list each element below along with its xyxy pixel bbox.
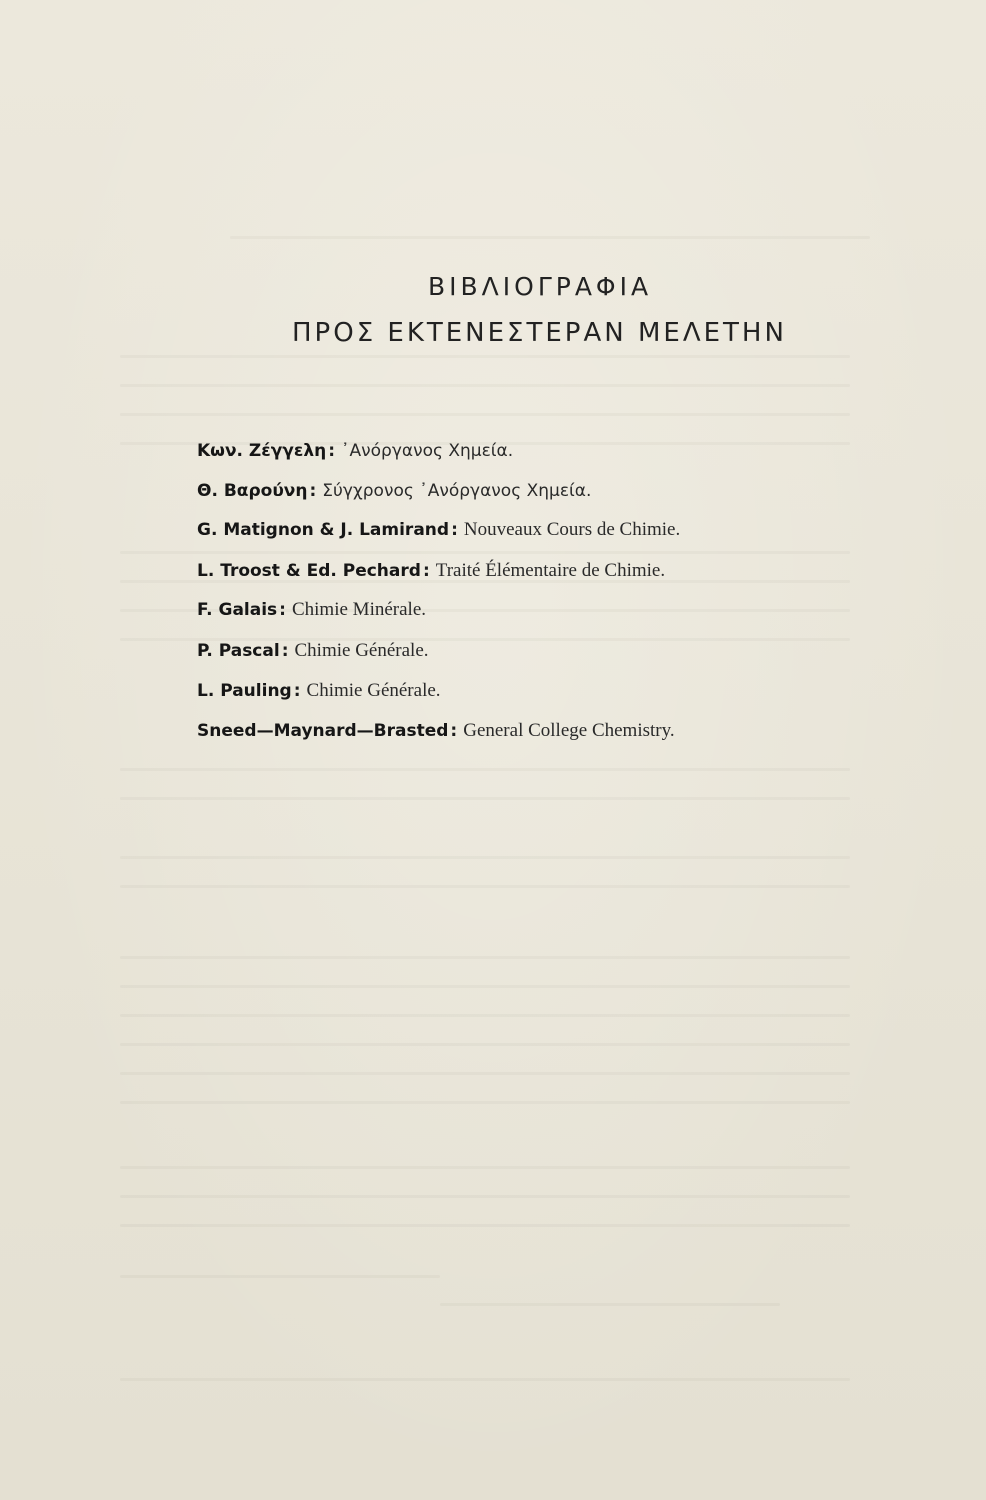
bibliography-entry [197, 719, 675, 743]
entry-title: Chimie Générale. [294, 640, 429, 661]
show-through-line [120, 355, 850, 358]
entry-title: Traité Élémentaire de Chimie. [435, 560, 666, 581]
show-through-line [120, 1275, 440, 1278]
entry-author: P. Pascal [197, 641, 280, 661]
entry-title: Chimie Générale. [306, 680, 441, 701]
show-through-line [120, 1378, 850, 1381]
entry-separator: : [328, 441, 335, 461]
entry-author: G. Matignon & J. Lamirand [197, 520, 450, 540]
bibliography-entry [197, 679, 441, 703]
show-through-line [120, 856, 850, 859]
entry-separator: : [293, 681, 301, 701]
show-through-line [120, 1166, 850, 1169]
show-through-line [120, 384, 850, 387]
show-through-line [120, 885, 850, 888]
entry-separator: : [279, 600, 286, 620]
page-subheading: ΠΡΟΣ ΕΚΤΕΝΕΣΤΕΡΑΝ ΜΕΛΕΤΗΝ [292, 318, 787, 348]
entry-separator: : [422, 561, 430, 581]
entry-title: Nouveaux Cours de Chimie. [463, 519, 681, 540]
show-through-line [120, 1043, 850, 1046]
entry-author: L. Pauling [197, 681, 292, 701]
page-heading: ΒΙΒΛΙΟΓΡΑΦΙΑ [428, 272, 653, 301]
entry-title: ᾿Ανόργανος Χημεία. [341, 441, 514, 461]
entry-author: Κων. Ζέγγελη [197, 441, 327, 461]
entry-author: F. Galais [197, 600, 278, 620]
show-through-line [120, 1195, 850, 1198]
entry-separator: : [450, 721, 458, 741]
bibliography-entry [197, 598, 426, 622]
show-through-line [230, 236, 870, 239]
show-through-line [120, 413, 850, 416]
show-through-line [440, 1303, 780, 1306]
show-through-line [120, 551, 850, 554]
entry-separator: : [451, 520, 458, 540]
show-through-line [120, 956, 850, 959]
entry-author: Sneed—Maynard—Brasted [197, 721, 449, 741]
show-through-line [120, 768, 850, 771]
show-through-line [120, 1014, 850, 1017]
entry-author: Θ. Βαρούνη [197, 481, 308, 501]
entry-title: Σύγχρονος ᾿Ανόργανος Χημεία. [322, 481, 592, 501]
entry-author: L. Troost & Ed. Pechard [197, 561, 421, 581]
show-through-line [120, 1072, 850, 1075]
bibliography-entry [197, 559, 665, 583]
bibliography-entry [197, 439, 513, 463]
show-through-line [120, 1101, 850, 1104]
show-through-line [120, 797, 850, 800]
bibliography-entry [197, 639, 429, 663]
entry-title: Chimie Minérale. [291, 599, 427, 620]
show-through-line [120, 1224, 850, 1227]
entry-title: General College Chemistry. [463, 720, 675, 741]
entry-separator: : [309, 481, 317, 501]
show-through-line [120, 985, 850, 988]
bibliography-entry [197, 479, 591, 503]
bibliography-entry [197, 518, 680, 542]
entry-separator: : [281, 641, 289, 661]
